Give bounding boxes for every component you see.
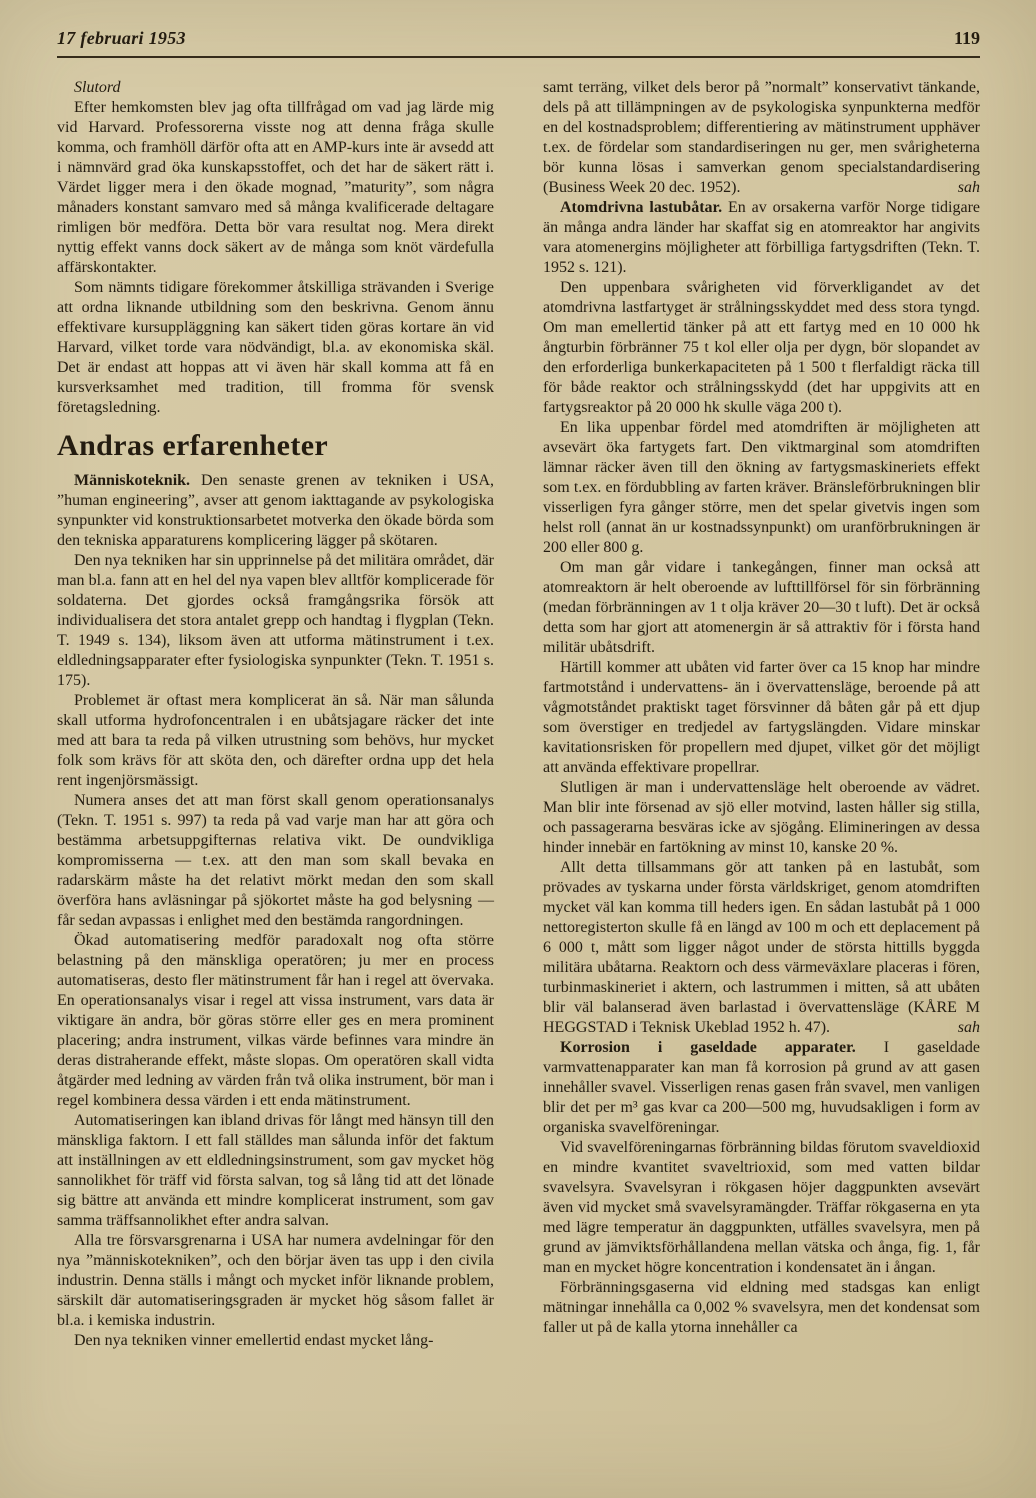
- paragraph: Vid svavelföreningarnas förbränning bildas förutom svaveldioxid en mindre kvantitet svaveltrioxid, som med vatten bildar svavelsyra. Svavelsyran i rökgasen höjer daggpunkten avsevärt även vid mycket små svavelsyramängder. Träffar rökgaserna en yta med lägre temperatur än daggpunkten, utfälles svavelsyra, men på grund av jämviktsförhållandena mellan vätska och ånga, fig. 1, får man en mycket högre koncentration i kondensatet än i ångan.: [543, 1139, 980, 1276]
- paragraph: [543, 78, 980, 198]
- paragraph: Efter hemkomsten blev jag ofta tillfrågad om vad jag lärde mig vid Harvard. Professorerna visste nog att denna fråga skulle komma, och framhöll därför ofta att en AMP-kurs inte är avsedd att i nämnvärd grad öka kunskapsstoffet, och det har de säkert rätt i. Värdet ligger mera i den ökade mognad, ”maturity”, som några månaders konstant samvaro med så många kvalificerade deltagare rimligen bör medföra. Detta bör vara resultat nog. Mera direkt nyttig effekt vanns dock säkert av de många som knöt värdefulla affärskontakter.: [57, 99, 494, 276]
- article-lead-manniskoteknik: Människoteknik.: [74, 472, 191, 489]
- author-signature: sah: [957, 179, 980, 196]
- paragraph-text: Allt detta tillsammans gör att tanken på en lastubåt, som prövades av tyskarna under första världskriget, genom atomdriften mycket väl kan komma till heders igen. En sådan lastubåt på 1 000 nettoregisterton skulle få en längd av 100 m och ett deplacement på 6 000 t, mått som ligger något under de största hittills byggda militära ubåtarna. Reaktorn och dess värmeväxlare placeras i fören, turbinmaskineriet i aktern, och lastrummen i mitten, så att ubåten blir väl balanserad även barlastad i övervattensläge (KÅRE M HEGGSTAD i Teknisk Ukeblad 1952 h. 47).: [543, 859, 980, 1036]
- paragraph: Automatiseringen kan ibland drivas för långt med hänsyn till den mänskliga faktorn. I ett fall ställdes man sålunda inför det faktum att inställningen av ett eldledningsinstrument, som gav mycket hög sannolikhet för träff vid första salvan, tog så lång tid att det lönade sig bättre att använda ett mindre komplicerat instrument, som gav samma träffsannolikhet efter andra salvan.: [57, 1112, 494, 1229]
- page-header: [57, 28, 980, 49]
- paragraph: Problemet är oftast mera komplicerat än så. När man sålunda skall utforma hydrofoncentralen i en ubåtsjagare räcker det inte med att bara ta reda på vilken utrustning som behövs, hur mycket folk som krävs för att sköta den, och därefter ordna upp det hela rent ingenjörsmässigt.: [57, 692, 494, 789]
- paragraph: [543, 1038, 980, 1138]
- paragraph: Den nya tekniken vinner emellertid endast mycket lång-: [74, 1332, 434, 1349]
- article-lead-korrosion: Korrosion i gaseldade apparater.: [560, 1039, 856, 1056]
- left-column: [57, 78, 494, 1351]
- paragraph: Som nämnts tidigare förekommer åtskilliga strävanden i Sverige att ordna liknande utbildning som den beskrivna. Genom ännu effektivare kursuppläggning kan säkert tiden göras kortare än vid Harvard, vilket torde vara nödvändigt, bl.a. av ekonomiska skäl. Det är endast att hoppas att vi även här skall komma att få en kursverksamhet med tradition, till fromma för svensk företagsledning.: [57, 279, 494, 416]
- paragraph: [543, 858, 980, 1038]
- paragraph-text: samt terräng, vilket dels beror på ”normalt” konservativt tänkande, dels på att tillämpningen av de psykologiska synpunkterna medför en del kostnadsproblem; differentiering av mätinstrument upphäver t.ex. de fördelar som standardiseringen nu ger, men svårigheterna bör kunna lösas i samverkan genom specialstandardisering (Business Week 20 dec. 1952).: [543, 79, 980, 196]
- paragraph: Härtill kommer att ubåten vid farter över ca 15 knop har mindre fartmotstånd i undervattens- än i övervattensläge, beroende på att vågmotståndet praktiskt taget försvinner då båten går på ett djup som överstiger en tredjedel av fartygslängden. Vidare minskar kavitationsrisken för propellern med djupet, vilket gör det möjligt att använda effektivare propellrar.: [543, 659, 980, 776]
- paragraph: Ökad automatisering medför paradoxalt nog ofta större belastning på den mänskliga operatören; ju mer en process automatiseras, desto fler mätinstrument får han i regel att övervaka. En operationsanalys visar i regel att vissa instrument, vars data är viktigare än andra, bör göras större eller ges en mera prominent placering; andra instrument, vilkas värde befinnes vara mindre än deras distraherande effekt, måste slopas. Om operatören skall vidta åtgärder med ledning av värden från två olika instrument, bör man i regel kombinera dessa värden i ett enda mätinstrument.: [57, 932, 494, 1109]
- paragraph-text: I gaseldade varmvattenapparater kan man få korrosion på grund av att gasen innehåller svavel. Visserligen renas gasen från svavel, men vanligen blir det per m³ gas kvar ca 200—500 mg, huvudsakligen i form av organiska svavelföreningar.: [543, 1039, 981, 1136]
- paragraph-text: Den senaste grenen av tekniken i USA, ”human engineering”, avser att genom iakttagande av psykologiska synpunkter vid konstruktionsarbetet motverka den ökade börda som den tekniska apparaturens komplicering lägger på skötaren.: [57, 472, 495, 549]
- paragraph: Den uppenbara svårigheten vid förverkligandet av det atomdrivna lastfartyget är strålningsskyddet med dess stora tyngd. Om man emellertid tänker på att ett fartyg med en 10 000 hk ångturbin förbränner 75 t kol eller olja per dygn, bör slopandet av den erforderliga bunkerkapaciteten på 1 500 t flerfaldigt räcka till för både reaktor och strålningsskydd (det har uppgivits att en fartygsreaktor på 20 000 hk skulle väga 200 t).: [543, 279, 980, 416]
- paragraph: [543, 198, 980, 278]
- paragraph: Slutligen är man i undervattensläge helt oberoende av vädret. Man blir inte försenad av sjö eller motvind, lasten håller sig stilla, och passagerarna besväras icke av sjögång. Elimineringen av dessa hinder innebär en fartökning av minst 10, kanske 20 %.: [543, 779, 980, 856]
- paragraph-text: En av orsakerna varför Norge tidigare än många andra länder har skaffat sig en atomreaktor har angivits vara atomenergins möjligheter att förbilliga fartygsdriften (Tekn. T. 1952 s. 121).: [543, 199, 981, 276]
- page-number: 119: [953, 28, 980, 48]
- header-rule: [57, 56, 980, 58]
- paragraph: [57, 471, 494, 551]
- paragraph: Alla tre försvarsgrenarna i USA har numera avdelningar för den nya ”människotekniken”, och den börjar även tas upp i den civila industrin. Denna ställs i mångt och mycket inför liknande problem, särskilt där automatiseringsgraden är mycket hög såsom fallet är bl.a. i kemiska industrin.: [57, 1232, 494, 1329]
- paragraph: Numera anses det att man först skall genom operationsanalys (Tekn. T. 1951 s. 997) ta reda på vad varje man har att göra och bestämma arbetsuppgifternas relativa vikt. De oundvikliga kompromisserna — t.ex. att den man som skall bevaka en radarskärm måste ha det relativt mörkt medan den som skall överföra hans avläsningar på sjökortet måste ha god belysning — får sedan avpassas i enlighet med den bestämda rangordningen.: [57, 792, 494, 929]
- paragraph: Förbränningsgaserna vid eldning med stadsgas kan enligt mätningar innehålla ca 0,002 % svavelsyra, men det kondensat som faller ut på de kalla ytorna innehåller ca: [543, 1279, 980, 1336]
- author-signature: sah: [957, 1019, 980, 1036]
- section-heading: Andras erfarenheter: [57, 429, 329, 462]
- right-column: [543, 78, 980, 1351]
- article-lead-atomdrivna: Atomdrivna lastubåtar.: [560, 199, 723, 216]
- issue-date: 17 februari 1953: [57, 28, 186, 48]
- paragraph: Den nya tekniken har sin upprinnelse på det militära området, där man bl.a. fann att en hel del nya vapen blev alltför komplicerade för soldaterna. Det gjordes också framgångsrika försök att individualisera det stora antalet grepp och handtag i flygplan (Tekn. T. 1949 s. 134), liksom även att utforma mätinstrument i t.ex. eldledningsapparater efter fysiologiska synpunkter (Tekn. T. 1951 s. 175).: [57, 552, 494, 689]
- slutord-heading: Slutord: [74, 79, 121, 96]
- paragraph: Om man går vidare i tankegången, finner man också att atomreaktorn är helt oberoende av lufttillförsel för sin förbränning (medan förbränningen av 1 t olja kräver 20—30 t luft). Det är också detta som har gjort att atomenergin är så attraktiv för i första hand militär ubåtsdrift.: [543, 559, 980, 656]
- article-columns: [57, 78, 980, 1351]
- paragraph: En lika uppenbar fördel med atomdriften är möjligheten att avsevärt öka fartygets fart. Den viktmarginal som atomdriften lämnar räcker även till den ökning av fartygsmaskineriets effekt som t.ex. en fördubbling av farten kräver. Bränsleförbrukningen blir visserligen fyra gånger större, men det spelar givetvis ingen som helst roll (annat än ur kostnadssynpunkt) om uranförbrukningen är 200 eller 800 g.: [543, 419, 980, 556]
